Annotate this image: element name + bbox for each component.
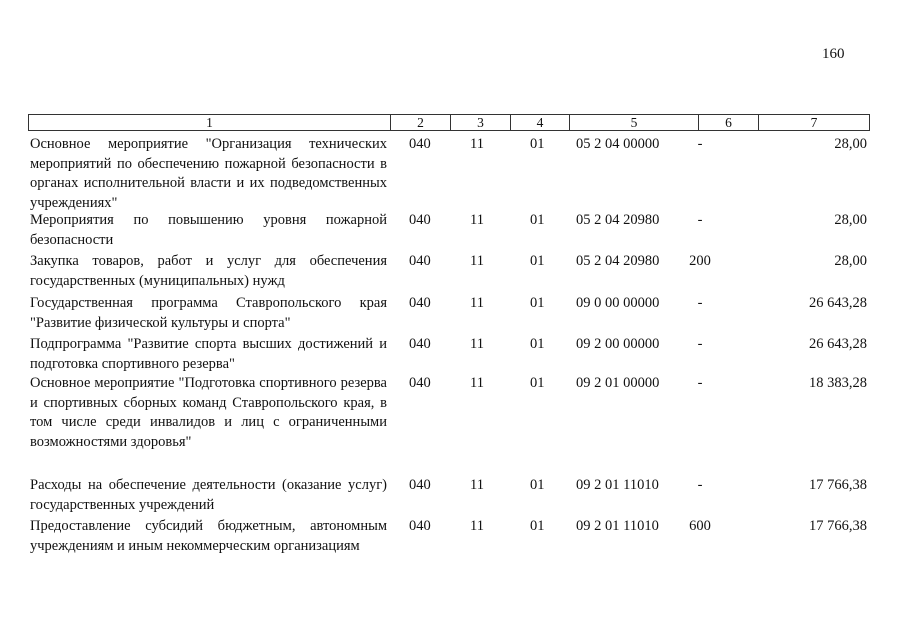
cell-col5: 09 2 01 11010 — [576, 477, 659, 493]
cell-col3: 11 — [470, 336, 484, 352]
cell-col3: 11 — [470, 295, 484, 311]
column-header: 4 — [511, 115, 570, 130]
cell-col7: 17 766,38 — [809, 477, 867, 493]
cell-col6: - — [697, 477, 703, 493]
row-description: Предоставление субсидий бюджетным, автономным учреждениям и иным некоммерческим организациям — [30, 518, 387, 554]
table-header — [28, 114, 870, 131]
column-header: 6 — [699, 115, 759, 130]
cell-col6: - — [697, 136, 703, 152]
cell-col5: 09 0 00 00000 — [576, 295, 660, 311]
cell-col3: 11 — [470, 477, 484, 493]
cell-col7: 28,00 — [834, 136, 867, 152]
row-description: Закупка товаров, работ и услуг для обеспечения государственных (муниципальных) нужд — [30, 253, 387, 289]
row-description: Расходы на обеспечение деятельности (оказание услуг) государственных учреждений — [30, 477, 387, 513]
cell-col5: 05 2 04 20980 — [576, 253, 660, 269]
cell-col4: 01 — [530, 253, 545, 269]
cell-col5: 05 2 04 20980 — [576, 212, 660, 228]
cell-col4: 01 — [530, 375, 545, 391]
cell-col5: 09 2 01 00000 — [576, 375, 660, 391]
column-header: 5 — [570, 115, 699, 130]
row-description: Мероприятия по повышению уровня пожарной безопасности — [30, 212, 387, 248]
cell-col4: 01 — [530, 518, 545, 534]
row-description: Основное мероприятие "Подготовка спортивного резерва и спортивных сборных команд Ставропольского края, в том числе среди инвалидов и лиц с ограниченными возможностями здоровья" — [30, 375, 387, 450]
cell-col3: 11 — [470, 518, 484, 534]
row-description: Основное мероприятие "Организация технических мероприятий по обеспечению пожарной безопасности в органах исполнительной власти и их подведомственных учреждениях" — [30, 136, 387, 211]
cell-col6: - — [697, 336, 703, 352]
cell-col7: 18 383,28 — [809, 375, 867, 391]
cell-col2: 040 — [409, 518, 431, 534]
cell-col3: 11 — [470, 212, 484, 228]
cell-col2: 040 — [409, 253, 431, 269]
cell-col5: 09 2 01 11010 — [576, 518, 659, 534]
cell-col2: 040 — [409, 136, 431, 152]
cell-col2: 040 — [409, 375, 431, 391]
cell-col4: 01 — [530, 136, 545, 152]
column-header: 7 — [810, 115, 818, 130]
cell-col4: 01 — [530, 212, 545, 228]
cell-col3: 11 — [470, 375, 484, 391]
cell-col4: 01 — [530, 295, 545, 311]
cell-col7: 26 643,28 — [809, 336, 867, 352]
cell-col4: 01 — [530, 336, 545, 352]
page-number: 160 — [822, 46, 845, 62]
row-description: Государственная программа Ставропольского края "Развитие физической культуры и спорта" — [30, 295, 387, 331]
cell-col6: - — [697, 295, 703, 311]
column-header: 1 — [29, 115, 391, 130]
cell-col3: 11 — [470, 136, 484, 152]
cell-col6: - — [697, 212, 703, 228]
cell-col5: 09 2 00 00000 — [576, 336, 660, 352]
cell-col7: 26 643,28 — [809, 295, 867, 311]
cell-col2: 040 — [409, 477, 431, 493]
column-header: 3 — [451, 115, 511, 130]
cell-col7: 17 766,38 — [809, 518, 867, 534]
cell-col4: 01 — [530, 477, 545, 493]
cell-col5: 05 2 04 00000 — [576, 136, 660, 152]
cell-col2: 040 — [409, 212, 431, 228]
row-description: Подпрограмма "Развитие спорта высших достижений и подготовка спортивного резерва" — [30, 336, 387, 372]
cell-col2: 040 — [409, 336, 431, 352]
column-header: 2 — [391, 115, 451, 130]
cell-col6: 200 — [689, 253, 711, 269]
cell-col6: 600 — [689, 518, 711, 534]
cell-col7: 28,00 — [834, 212, 867, 228]
cell-col3: 11 — [470, 253, 484, 269]
cell-col7: 28,00 — [834, 253, 867, 269]
cell-col2: 040 — [409, 295, 431, 311]
cell-col6: - — [697, 375, 703, 391]
